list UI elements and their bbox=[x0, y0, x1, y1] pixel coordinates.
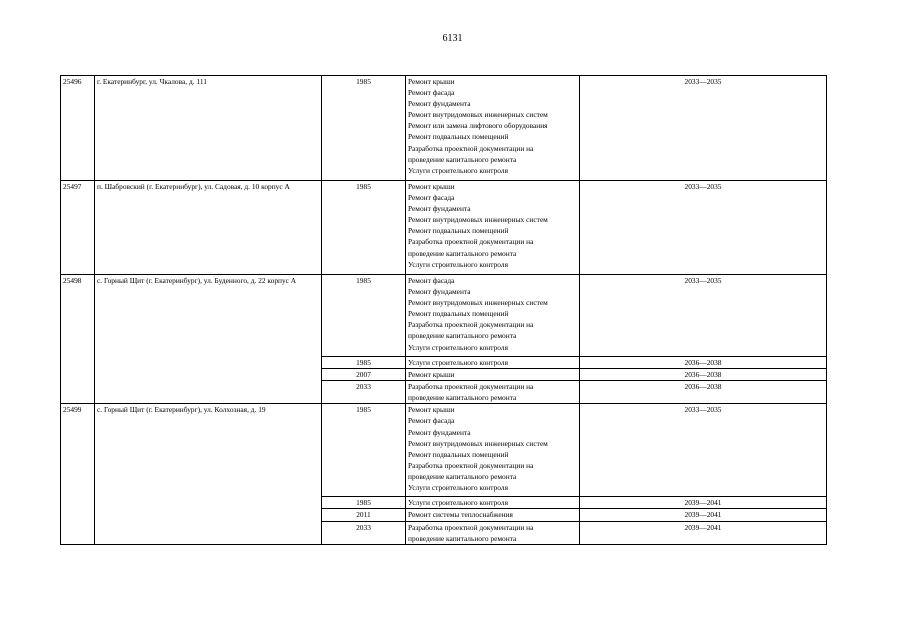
work-item: Разработка проектной документации на bbox=[408, 382, 534, 392]
table-row bbox=[61, 404, 827, 497]
work-item: проведение капитального ремонта bbox=[408, 248, 517, 258]
row-period: 2033—2035 bbox=[580, 275, 827, 357]
row-address: п. Шабровский (г. Екатеринбург), ул. Садовая, д. 10 корпус А bbox=[95, 181, 322, 275]
work-item: Ремонт подвальных помещений bbox=[408, 226, 509, 236]
row-works bbox=[406, 521, 580, 544]
row-works bbox=[406, 369, 580, 381]
row-year: 2033 bbox=[322, 521, 406, 544]
work-item: Ремонт крыши bbox=[408, 405, 455, 415]
row-period: 2036—2038 bbox=[580, 357, 827, 369]
work-item: Разработка проектной документации на bbox=[408, 237, 534, 247]
row-period: 2033—2035 bbox=[580, 76, 827, 181]
row-address: с. Горный Щит (г. Екатеринбург), ул. Колхозная, д. 19 bbox=[95, 404, 322, 544]
work-item: Услуги строительного контроля bbox=[408, 342, 508, 352]
work-item: Ремонт внутридомовых инженерных систем bbox=[408, 438, 548, 448]
row-number: 25496 bbox=[61, 76, 95, 181]
work-item: Услуги строительного контроля bbox=[408, 483, 508, 493]
table-row bbox=[61, 76, 827, 181]
row-works bbox=[406, 509, 580, 521]
row-year: 1985 bbox=[322, 404, 406, 497]
row-year: 1985 bbox=[322, 275, 406, 357]
row-year: 2011 bbox=[322, 509, 406, 521]
work-item: Услуги строительного контроля bbox=[408, 358, 508, 367]
row-period: 2039—2041 bbox=[580, 509, 827, 521]
work-item: Разработка проектной документации на bbox=[408, 460, 534, 470]
row-address: с. Горный Щит (г. Екатеринбург), ул. Буденного, д. 22 корпус А bbox=[95, 275, 322, 404]
row-period: 2036—2038 bbox=[580, 381, 827, 404]
row-works bbox=[406, 76, 580, 181]
work-item: Ремонт подвальных помещений bbox=[408, 449, 509, 459]
row-year: 1985 bbox=[322, 181, 406, 275]
work-item: Услуги строительного контроля bbox=[408, 498, 508, 508]
work-item: Ремонт системы теплоснабжения bbox=[408, 510, 513, 520]
row-period: 2036—2038 bbox=[580, 369, 827, 381]
work-item: проведение капитального ремонта bbox=[408, 533, 517, 543]
row-works bbox=[406, 404, 580, 497]
work-item: Разработка проектной документации на bbox=[408, 143, 534, 153]
work-item: Ремонт фасада bbox=[408, 276, 455, 285]
row-period: 2039—2041 bbox=[580, 497, 827, 509]
row-year: 2033 bbox=[322, 381, 406, 404]
row-works bbox=[406, 497, 580, 509]
row-year: 1985 bbox=[322, 76, 406, 181]
row-period: 2033—2035 bbox=[580, 181, 827, 275]
work-item: Услуги строительного контроля bbox=[408, 165, 508, 175]
work-item: Ремонт фундамента bbox=[408, 204, 471, 214]
table-row bbox=[61, 275, 827, 357]
work-item: проведение капитального ремонта bbox=[408, 154, 517, 164]
work-item: Ремонт крыши bbox=[408, 77, 455, 86]
work-item: проведение капитального ремонта bbox=[408, 331, 517, 341]
work-item: проведение капитального ремонта bbox=[408, 471, 517, 481]
work-item: Ремонт фундамента bbox=[408, 287, 471, 297]
work-item: Ремонт фасада bbox=[408, 193, 455, 203]
work-item: Ремонт крыши bbox=[408, 370, 455, 380]
row-works bbox=[406, 357, 580, 369]
row-period: 2033—2035 bbox=[580, 404, 827, 497]
work-item: Ремонт внутридомовых инженерных систем bbox=[408, 298, 548, 308]
row-number: 25499 bbox=[61, 404, 95, 544]
row-year: 1985 bbox=[322, 357, 406, 369]
row-works bbox=[406, 275, 580, 357]
row-year: 1985 bbox=[322, 497, 406, 509]
row-period: 2039—2041 bbox=[580, 521, 827, 544]
work-item: Ремонт фундамента bbox=[408, 427, 471, 437]
table-row bbox=[61, 181, 827, 275]
work-item: Ремонт подвальных помещений bbox=[408, 132, 509, 142]
work-item: Ремонт фасада bbox=[408, 416, 455, 426]
work-item: Ремонт крыши bbox=[408, 182, 455, 191]
row-works bbox=[406, 181, 580, 275]
row-number: 25498 bbox=[61, 275, 95, 404]
work-item: Ремонт внутридомовых инженерных систем bbox=[408, 215, 548, 225]
work-item: Ремонт или замена лифтового оборудования bbox=[408, 121, 548, 131]
work-item: Разработка проектной документации на bbox=[408, 320, 534, 330]
work-item: Ремонт фундамента bbox=[408, 99, 471, 109]
row-address: г. Екатеринбург, ул. Чкалова, д. 111 bbox=[95, 76, 322, 181]
work-item: Разработка проектной документации на bbox=[408, 522, 534, 532]
work-item: Услуги строительного контроля bbox=[408, 259, 508, 269]
work-item: Ремонт фасада bbox=[408, 88, 455, 98]
row-works bbox=[406, 381, 580, 404]
work-item: Ремонт подвальных помещений bbox=[408, 309, 509, 319]
page-number: 6131 bbox=[442, 33, 463, 44]
row-year: 2007 bbox=[322, 369, 406, 381]
registry-table bbox=[60, 75, 827, 545]
work-item: Ремонт внутридомовых инженерных систем bbox=[408, 110, 548, 120]
row-number: 25497 bbox=[61, 181, 95, 275]
work-item: проведение капитального ремонта bbox=[408, 393, 517, 403]
